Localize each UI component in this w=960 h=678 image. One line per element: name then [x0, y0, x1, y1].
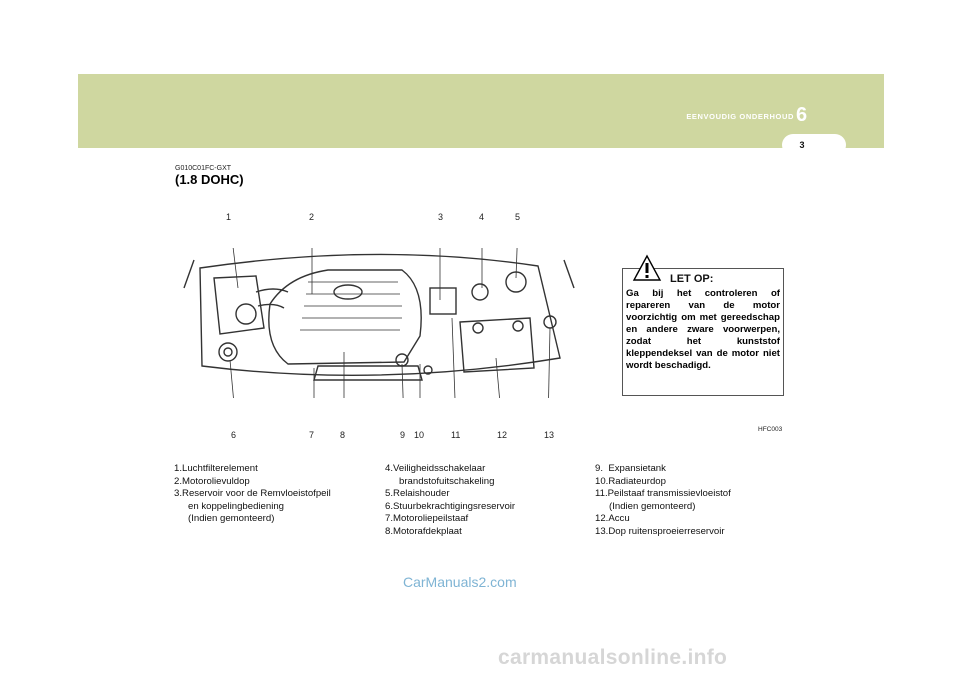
legend-item: 2. Motorolievuldop: [174, 475, 250, 487]
legend-item: 8. Motorafdekplaat: [385, 525, 462, 537]
legend-column-2: [385, 463, 575, 538]
legend-item-continuation: (Indien gemonteerd): [188, 513, 275, 524]
legend-item: 3. Reservoir voor de Remvloeistofpeil: [174, 488, 331, 499]
watermark-carmanualsonline: carmanualsonline.info: [498, 646, 728, 669]
callout-13: 13: [544, 430, 555, 440]
chapter-number: 6: [796, 104, 808, 126]
callout-1: 1: [226, 212, 232, 222]
page-title: (1.8 DOHC): [175, 172, 244, 187]
legend-column-3: [595, 463, 785, 538]
legend-item: 12. Accu: [595, 513, 630, 524]
callout-11: 11: [451, 430, 461, 440]
legend-item-continuation: brandstofuitschakeling: [399, 475, 495, 487]
callout-5: 5: [515, 212, 521, 222]
legend-item: 9. Expansietank: [595, 463, 666, 474]
callout-10: 10: [414, 430, 425, 440]
legend-item: 4. Veiligheidsschakelaar: [385, 463, 486, 474]
header-band: [78, 74, 884, 148]
warning-heading: LET OP:: [670, 273, 714, 285]
callout-9: 9: [400, 430, 406, 440]
callout-8: 8: [340, 430, 346, 440]
engine-bay-illustration: [178, 248, 582, 398]
callout-2: 2: [309, 212, 315, 222]
section-title: EENVOUDIG ONDERHOUD: [686, 112, 794, 121]
watermark-carmanuals2[interactable]: CarManuals2.com: [403, 574, 517, 590]
legend-item: 1. Luchtfilterelement: [174, 463, 258, 474]
legend-item: 5. Relaishouder: [385, 488, 450, 499]
legend-item: 6. Stuurbekrachtigingsreservoir: [385, 500, 516, 512]
legend-item: 7. Motoroliepeilstaaf: [385, 513, 469, 524]
doc-code: G010C01FC-GXT: [175, 165, 232, 172]
legend-item: 10. Radiateurdop: [595, 475, 666, 487]
legend-column-1: [174, 463, 374, 526]
callout-3: 3: [438, 212, 444, 222]
warning-text: Ga bij het controleren of repareren van de motor voorzichtig om met gereedschap en andere zware voorwerpen, zodat het kunststof kleppendeksel van de motor niet wordt beschadigd.: [626, 288, 780, 371]
legend-item-continuation: en koppelingbediening: [188, 500, 285, 512]
callout-7: 7: [309, 430, 315, 440]
legend-item: 13. Dop ruitensproeierreservoir: [595, 525, 725, 537]
legend-item-continuation: (Indien gemonteerd): [609, 500, 696, 512]
callout-6: 6: [231, 430, 237, 440]
figure-code: HFC003: [758, 426, 783, 433]
callout-4: 4: [479, 212, 485, 222]
warning-triangle-icon: [632, 254, 662, 282]
page-number: 3: [799, 140, 805, 150]
callout-12: 12: [497, 430, 508, 440]
legend-item: 11. Peilstaaf transmissievloeistof: [595, 488, 731, 499]
